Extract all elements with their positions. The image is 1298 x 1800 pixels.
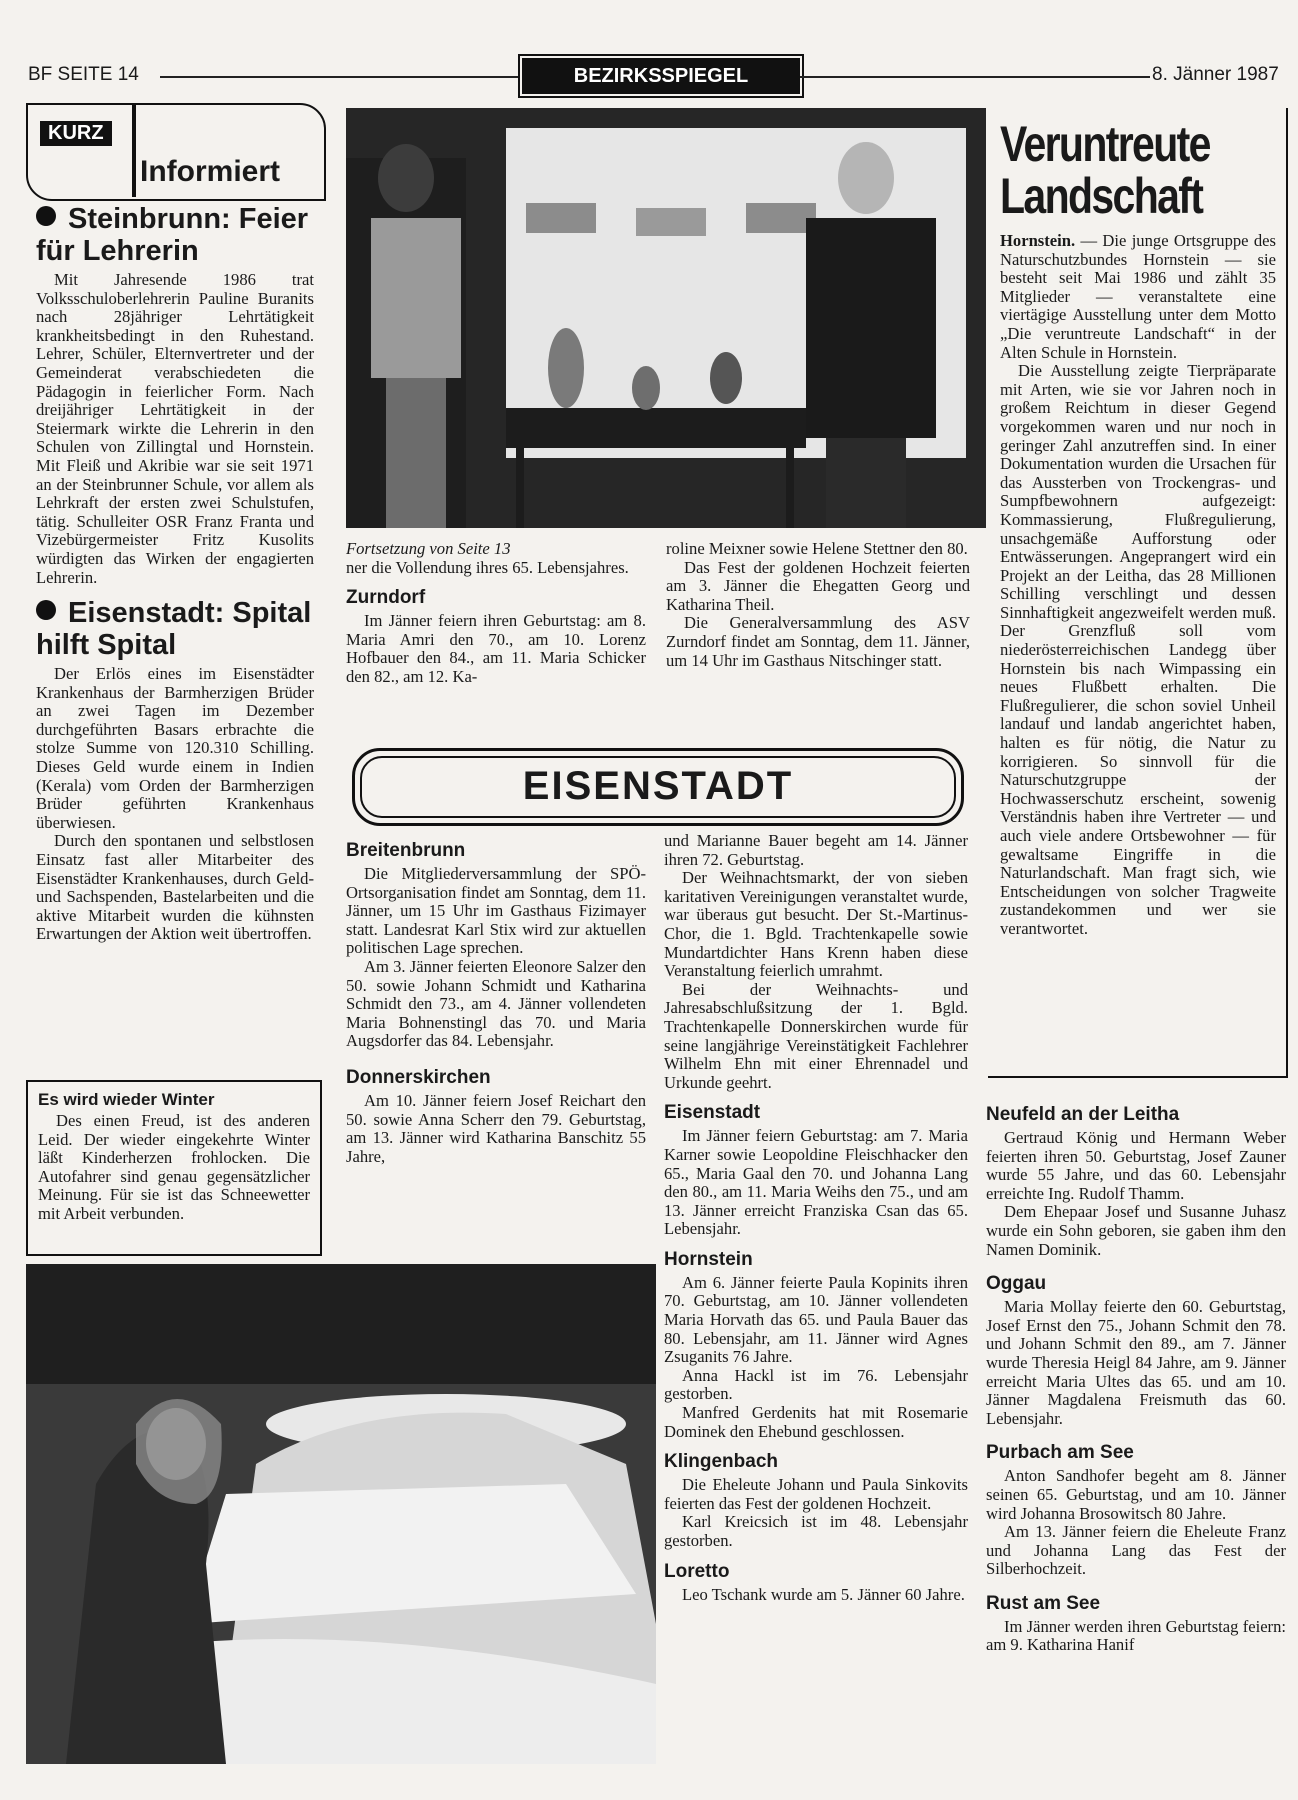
- landschaft-box: [988, 108, 1288, 1078]
- header-rule-right: [800, 76, 1150, 78]
- eisenstadt-paragraph: Im Jänner feiern Geburtstag: am 7. Maria Karner sowie Leopoldine Fleischhacker den 65., Maria Gaal den 70. und Johanna Lang den 80., am 11. Maria Weihs den 75., und am 13. Jänner erreicht Franziska Csan das 65. Lebensjahr.: [664, 1126, 968, 1239]
- purbach-paragraph: Am 13. Jänner feiern die Eheleute Franz und Johanna Lang das Fest der Silberhochzeit.: [986, 1522, 1286, 1579]
- donnerskirchen-cont-paragraph: Der Weihnachtsmarkt, der von sieben karitativen Vereinigungen veranstaltet wurde, war überaus gut besucht. Der St.-Martinus-Chor, die 1. Bgld. Trachtenkapelle sowie Mundartdichter Hans Krenn haben diese Veranstaltung feierlich umrahmt.: [664, 868, 968, 981]
- subhead-oggau: Oggau: [986, 1273, 1047, 1295]
- fortsetzung-col-2: [666, 540, 970, 670]
- landschaft-headline-line-2: Landschaft: [1000, 168, 1203, 224]
- kurz-informiert-box: [26, 103, 326, 201]
- header-rule-left: [160, 76, 520, 78]
- subhead-klingenbach: Klingenbach: [664, 1451, 779, 1473]
- bullet-icon: [36, 600, 56, 620]
- hornstein-paragraph: Am 6. Jänner feierte Paula Kopinits ihren 70. Geburtstag, am 10. Jänner vollendeten Maria Horvath das 65. und Paula Bauer das 80. Lebensjahr, am 11. Jänner wird Agnes Zsuganits 76 Jahre.: [664, 1272, 968, 1367]
- winter-car-illustration: [26, 1264, 656, 1764]
- fortsetzung-paragraph: roline Meixner sowie Helene Stettner den 80.: [666, 539, 968, 558]
- eisenstadt-col-1: [346, 830, 646, 1166]
- subhead-donnerskirchen: Donnerskirchen: [346, 1066, 491, 1088]
- winter-headline: Es wird wieder Winter: [38, 1090, 215, 1109]
- section-title: BEZIRKSSPIEGEL: [522, 58, 800, 94]
- bullet-icon: [36, 206, 56, 226]
- eisenstadt-col-2: [664, 832, 968, 1604]
- subhead-eisenstadt: Eisenstadt: [664, 1102, 761, 1124]
- winter-car-photo: [26, 1264, 656, 1764]
- subhead-neufeld: Neufeld an der Leitha: [986, 1104, 1180, 1125]
- landschaft-headline: [1000, 118, 1226, 222]
- donnerskirchen-cont-paragraph: Bei der Weihnachts- und Jahresabschlußsitzung der 1. Bgld. Trachtenkapelle Donnerskirchen wurde für seine langjährige Vereinstätigkeit Fachlehrer Wilhelm Ehn mit einer Ehrennadel und Urkunde geehrt.: [664, 979, 968, 1092]
- subhead-loretto: Loretto: [664, 1560, 730, 1582]
- rust-paragraph: Im Jänner werden ihren Geburtstag feiern: am 9. Katharina Hanif: [986, 1616, 1286, 1655]
- kurz-divider: [132, 105, 136, 197]
- kurz-item-headline: Steinbrunn: Feier für Lehrerin: [36, 203, 309, 267]
- oggau-paragraph: Maria Mollay feierte den 60. Geburtstag, Josef Ernst den 75., Johann Schmit den 78. und Johann Schmit den 89., am 7. Jänner wurde Theresia Heigl 84 Jahre, am 9. Jänner erreicht Maria Ultes das 65. und am 10. Jänner Magdalena Freismuth das 60. Lebensjahr.: [986, 1297, 1286, 1428]
- eisenstadt-banner-title: EISENSTADT: [522, 764, 794, 808]
- landschaft-lead-paragraph: Hornstein. — Die junge Ortsgruppe des Naturschutzbundes Hornstein — sie besteht seit Mai 1986 und zählt 35 Mitglieder — veranstaltete eine viertägige Ausstellung unter dem Motto „Die veruntreute Landschaft“ in der Alten Schule in Hornstein.: [1000, 231, 1276, 362]
- subhead-purbach: Purbach am See: [986, 1442, 1134, 1464]
- exhibition-illustration: [346, 108, 986, 528]
- subhead-hornstein: Hornstein: [664, 1248, 753, 1270]
- kurz-item-steinbrunn: [36, 203, 314, 587]
- fortsetzung-lead: ner die Vollendung ihres 65. Lebensjahres.: [346, 557, 629, 577]
- right-column-lower: [986, 1104, 1286, 1655]
- landschaft-paragraph: Die Ausstellung zeigte Tierpräparate mit Arten, wie sie vor Jahren noch in großem Reichtum in dieser Gegend vorgekommen waren und nur noch in geringer Zahl anzutreffen sind. In einer Dokumentation wurden die Ursachen für das Aussterben von Trockengras- und Sumpfbewohnern aufgezeigt: Kommassierung, Flußregulierung, unsachgemäße Aufforstung oder Entwässerungen. Angeprangert wird ein Projekt an der Leitha, das 28 Millionen Schilling verschlingt und dessen Sinnhaftigkeit angezweifelt werden muß. Der Grenzfluß soll vom niederösterreichischen Landegg über Hornstein bis nach Wimpassing ein neues Flußbett erhalten. Die Flußregulierer, die schon soviel Unheil landauf und landab angerichtet haben, halten es für nötig, die Natur zu korrigieren. So sinnvoll für die Naturschutzgruppe der Hochwasserschutz erscheint, sowenig Verständnis haben ihre Vertreter — und auch viele andere Ortsbewohner — für gewaltsame Eingriffe in die Naturlandschaft. Man fragt sich, wie Entscheidungen von solcher Tragweite zustandekommen und wer sie verantwortet.: [1000, 361, 1276, 938]
- subhead-breitenbrunn: Breitenbrunn: [346, 840, 466, 861]
- breitenbrunn-paragraph: Am 3. Jänner feierten Eleonore Salzer den 50. sowie Johann Schmidt und Katharina Schmidt den 73., am 4. Jänner vollendeten Maria Bohnenstingl das 70. und Maria Augsdorfer das 84. Lebensjahr.: [346, 956, 646, 1051]
- kurz-item-paragraph: Durch den spontanen und selbstlosen Einsatz fast aller Mitarbeiter des Eisenstädter Krankenhauses, durch Geld- und Sachspenden, Bastelarbeiten und die aktive Mitarbeit wurden die kühnsten Erwartungen der Aktion weit übertroffen.: [36, 831, 314, 944]
- fortsetzung-col-1: [346, 540, 646, 687]
- kurz-badge: KURZ: [40, 121, 112, 146]
- landschaft-dateline: Hornstein.: [1000, 231, 1076, 250]
- donnerskirchen-cont-paragraph: und Marianne Bauer begeht am 14. Jänner ihren 72. Geburtstag.: [664, 831, 968, 869]
- winter-box: [26, 1080, 322, 1256]
- eisenstadt-banner: [352, 748, 964, 826]
- page-date: 8. Jänner 1987: [1152, 64, 1279, 85]
- subhead-zurndorf: Zurndorf: [346, 587, 426, 609]
- exhibition-photo: [346, 108, 986, 528]
- subhead-rust: Rust am See: [986, 1592, 1101, 1614]
- kurz-item-headline: Eisenstadt: Spital hilft Spital: [36, 597, 312, 662]
- breitenbrunn-paragraph: Die Mitgliederversammlung der SPÖ-Ortsorganisation findet am Sonntag, dem 11. Jänner, um 15 Uhr im Gasthaus Fizimayer statt. Landesrat Karl Stix wird zur aktuellen politischen Lage sprechen.: [346, 864, 646, 958]
- fortsetzung-label: Fortsetzung von Seite 13: [346, 539, 511, 558]
- fortsetzung-paragraph: Die Generalversammlung des ASV Zurndorf findet am Sonntag, dem 11. Jänner, um 14 Uhr im Gasthaus Nitschinger statt.: [666, 613, 970, 670]
- hornstein-paragraph: Anna Hackl ist im 76. Lebensjahr gestorben.: [664, 1365, 968, 1404]
- kurz-item-paragraph: Mit Jahresende 1986 trat Volksschuloberlehrerin Pauline Buranits nach 28jähriger Lehrtätigkeit krankheitsbedingt in den Ruhestand. Lehrer, Schüler, Elternvertreter und der Gemeinderat verabschiedeten die Pädagogin in feierlicher Form. Nach dreijähriger Lehrtätigkeit in der Steiermark wirkte die Lehrerin in den Schulen von Zillingtal und Hornstein. Mit Fleiß und Akribie war sie seit 1971 an der Steinbrunner Schule, vor allem als Lehrkraft der ersten zwei Schulstufen, tätig. Schulleiter OSR Franz Franta und Vizebürgermeister Fritz Kusolits würdigten das Wirken der engagierten Lehrerin.: [36, 270, 314, 587]
- page-header-left: BF SEITE 14: [28, 64, 139, 85]
- kurz-item-paragraph: Der Erlös eines im Eisenstädter Krankenhaus der Barmherzigen Brüder an zwei Tagen im Dezember durchgeführten Basars erbrachte die stolze Summe von 120.310 Schilling. Dieses Geld wurde einem in Indien (Kerala) vom Orden der Barmherzigen Brüder geführten Krankenhaus überwiesen.: [36, 664, 314, 832]
- zurndorf-text: Im Jänner feiern ihren Geburtstag: am 8. Maria Amri den 70., am 10. Lorenz Hofbauer den 84., am 11. Maria Schicker den 82., am 12. Ka-: [346, 611, 646, 686]
- loretto-paragraph: Leo Tschank wurde am 5. Jänner 60 Jahre.: [682, 1584, 965, 1604]
- kurz-item-eisenstadt: [36, 597, 314, 944]
- donnerskirchen-paragraph: Am 10. Jänner feiern Josef Reichart den 50. sowie Anna Scherr den 79. Geburtstag, am 13. Jänner wird Katharina Banschitz 55 Jahre,: [346, 1090, 646, 1166]
- purbach-paragraph: Anton Sandhofer begeht am 8. Jänner seinen 65. Geburtstag, und am 10. Jänner wird Johanna Brosowitsch 80 Jahre.: [986, 1466, 1286, 1523]
- kurz-column: [36, 203, 314, 944]
- fortsetzung-paragraph: Das Fest der goldenen Hochzeit feierten am 3. Jänner die Ehegatten Georg und Katharina Theil.: [666, 557, 970, 614]
- neufeld-paragraph: Dem Ehepaar Josef und Susanne Juhasz wurde ein Sohn geboren, sie gaben ihm den Namen Dominik.: [986, 1202, 1286, 1259]
- hornstein-paragraph: Manfred Gerdenits hat mit Rosemarie Dominek den Ehebund geschlossen.: [664, 1403, 968, 1441]
- klingenbach-paragraph: Die Eheleute Johann und Paula Sinkovits feierten das Fest der goldenen Hochzeit.: [664, 1475, 968, 1513]
- klingenbach-paragraph: Karl Kreicsich ist im 48. Lebensjahr gestorben.: [664, 1512, 968, 1550]
- landschaft-headline-line-1: Veruntreute: [1000, 116, 1210, 172]
- neufeld-paragraph: Gertraud König und Hermann Weber feierten ihren 50. Geburtstag, Josef Zauner wurde 55 Jahre, und das 60. Lebensjahr erreichte Ing. Rudolf Thamm.: [986, 1128, 1286, 1203]
- winter-text: Des einen Freud, ist des anderen Leid. Der wieder eingekehrte Winter läßt Kinderherzen frohlocken. Die Autofahrer sind genau gegensätzlicher Meinung. Für sie ist das Schneewetter mit Arbeit verbunden.: [38, 1111, 310, 1223]
- kurz-title: Informiert: [140, 155, 281, 188]
